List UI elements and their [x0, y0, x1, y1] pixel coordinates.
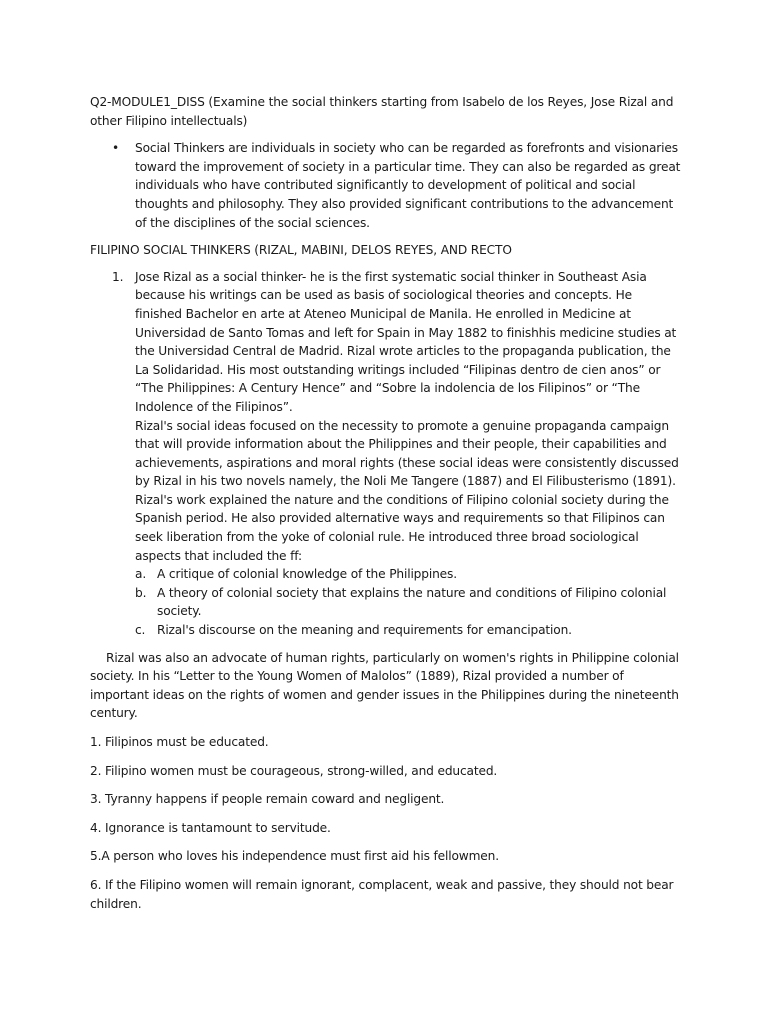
- bullet-marker: •: [112, 141, 120, 156]
- aspect-text: A theory of colonial society that explains the nature and conditions of Filipino colonial society.: [157, 585, 667, 619]
- definition-text: Social Thinkers are individuals in society who can be regarded as forefronts and visionaries toward the improvement of society in a particular time. They can also be regarded as great individuals who have contributed significantly to development of political and social thoughts and philosophy. They also provided significant contributions to the advancement of the disciplines of the social sciences.: [135, 141, 681, 230]
- thinker-item-rizal: [90, 268, 682, 640]
- rizal-work-paragraph: Rizal's work explained the nature and the conditions of Filipino colonial society during the Spanish period. He also provided alternative ways and requirements so that Filipinos can seek liberation from the yoke of colonial rule. He introduced three broad sociological aspects that included the ff:: [135, 492, 669, 563]
- rizal-ideas-paragraph: Rizal's social ideas focused on the necessity to promote a genuine propaganda campaign that will provide information about the Philippines and their people, their capabilities and achievements, aspirations and moral rights (these social ideas were consistently discussed by Rizal in his two novels namely, the Noli Me Tangere (1887) and El Filibusterismo (1891).: [135, 418, 679, 489]
- aspect-letter: b.: [135, 585, 147, 600]
- rights-item: 2. Filipino women must be courageous, strong-willed, and educated.: [90, 763, 498, 778]
- section-title: FILIPINO SOCIAL THINKERS (RIZAL, MABINI, DELOS REYES, AND RECTO: [90, 243, 512, 258]
- definition-list: [90, 139, 682, 232]
- aspect-letter: c.: [135, 623, 146, 638]
- rights-item: 3. Tyranny happens if people remain coward and negligent.: [90, 792, 445, 807]
- rights-item: 1. Filipinos must be educated.: [90, 735, 269, 749]
- aspect-text: A critique of colonial knowledge of the Philippines.: [157, 567, 457, 582]
- aspect-letter: a.: [135, 567, 147, 582]
- thinker-number: 1.: [112, 269, 124, 284]
- advocacy-paragraph: Rizal was also an advocate of human rights, particularly on women's rights in Philippine colonial society. In his “Letter to the Young Women of Malolos” (1889), Rizal provided a number of important ideas on the rights of women and gender issues in the Philippines during the nineteenth century.: [90, 650, 679, 721]
- definition-item: [90, 139, 682, 232]
- womens-rights-list: [90, 733, 682, 913]
- aspect-text: Rizal's discourse on the meaning and requirements for emancipation.: [157, 623, 572, 638]
- aspect-item: [135, 584, 682, 621]
- rights-item: 6. If the Filipino women will remain ignorant, complacent, weak and passive, they should not bear children.: [90, 877, 674, 911]
- module-heading: Q2-MODULE1_DISS (Examine the social thinkers starting from Isabelo de los Reyes, Jose Rizal and other Filipino intellectuals): [90, 95, 674, 128]
- rizal-bio-paragraph: Jose Rizal as a social thinker- he is the first systematic social thinker in Southeast Asia because his writings can be used as basis of sociological theories and concepts. He finished Bachelor en arte at Ateneo Municipal de Manila. He enrolled in Medicine at Universidad de Santo Tomas and left for Spain in May 1882 to finishhis medicine studies at the Universidad Central de Madrid. Rizal wrote articles to the propaganda publication, the La Solidaridad. His most outstanding writings included “Filipinas dentro de cien anos” or “The Philippines: A Century Hence” and “Sobre la indolencia de los Filipinos” or “The Indolence of the Filipinos”.: [135, 269, 677, 414]
- aspect-item: [135, 621, 682, 640]
- aspect-item: [135, 565, 682, 584]
- sociological-aspects-list: [135, 565, 682, 639]
- rights-item: 4. Ignorance is tantamount to servitude.: [90, 820, 331, 835]
- rights-item: 5.A person who loves his independence must first aid his fellowmen.: [90, 849, 499, 864]
- thinker-list: [90, 268, 682, 640]
